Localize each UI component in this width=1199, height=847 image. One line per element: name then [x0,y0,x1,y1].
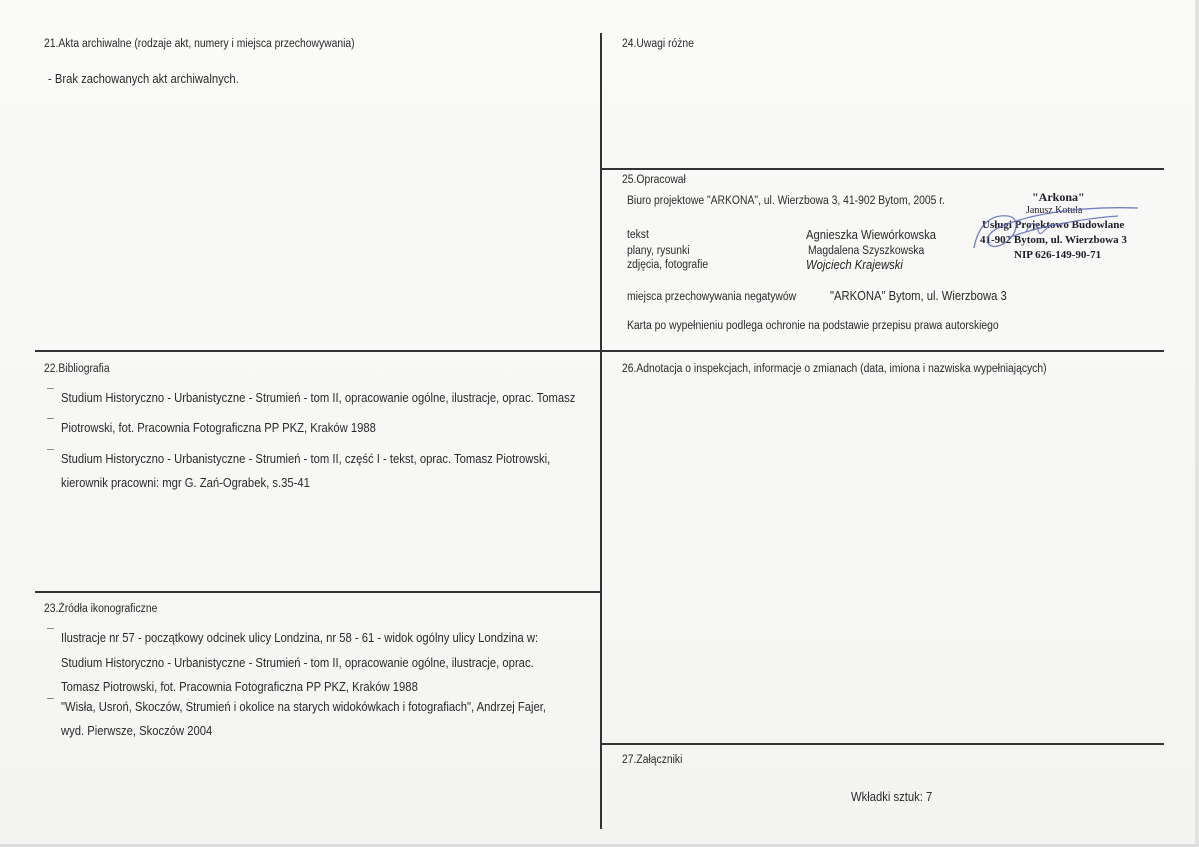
office-address: Biuro projektowe "ARKONA", ul. Wierzbowa 3, 41-902 Bytom, 2005 r. [627,195,945,207]
bullet-dash: ¯ [47,696,54,710]
section-26-header: 26.Adnotacja o inspekcjach, informacje o zmianach (data, imiona i nazwiska wypełniających) [622,363,1047,375]
bullet-dash: ¯ [47,386,54,400]
center-divider [600,33,602,829]
negatives-label: miejsca przechowywania negatywów [627,291,797,303]
section-24-header: 24.Uwagi różne [622,38,694,50]
bullet-dash: ¯ [47,447,54,461]
iconography-line: Tomasz Piotrowski, fot. Pracownia Fotograficzna PP PKZ, Kraków 1988 [61,680,418,694]
negatives-location: "ARKONA" Bytom, ul. Wierzbowa 3 [830,289,1007,303]
divider-23 [35,591,600,593]
stamp-line: 41-902 Bytom, ul. Wierzbowa 3 [980,234,1127,246]
section-22-header: 22.Bibliografia [44,363,110,375]
iconography-line: "Wisła, Usroń, Skoczów, Strumień i okolice na starych widokówkach i fotografiach", Andrzej Fajer, [61,700,547,714]
bullet-dash: ¯ [47,416,54,430]
stamp-line: NIP 626-149-90-71 [1014,249,1102,261]
stamp-line: Janusz Kotula [1026,205,1083,216]
bibliography-line: Studium Historyczno - Urbanistyczne - Strumień - tom II, opracowanie ogólne, ilustracje, oprac. Tomasz [61,391,576,405]
role-text: tekst [627,229,649,241]
iconography-line: Studium Historyczno - Urbanistyczne - Strumień - tom II, opracowanie ogólne, ilustracje, oprac. [61,656,534,670]
author-text: Agnieszka Wiewórkowska [806,228,937,242]
divider-26 [602,350,1164,352]
bibliography-line: Piotrowski, fot. Pracownia Fotograficzna PP PKZ, Kraków 1988 [61,421,376,435]
card-edge-right [1195,0,1199,847]
section-23-header: 23.Źródła ikonograficzne [44,603,158,615]
bullet-dash: ¯ [47,626,54,640]
bibliography-line: kierownik pracowni: mgr G. Zań-Ograbek, s.35-41 [61,476,310,490]
divider-27 [602,743,1164,745]
copyright-note: Karta po wypełnieniu podlega ochronie na podstawie przepisu prawa autorskiego [627,320,999,332]
author-plans: Magdalena Szyszkowska [808,245,925,257]
section-21-text: - Brak zachowanych akt archiwalnych. [48,72,239,86]
iconography-line: Ilustracje nr 57 - początkowy odcinek ulicy Londzina, nr 58 - 61 - widok ogólny ulicy Londzina w: [61,631,539,645]
inserts-count: Wkładki sztuk: 7 [851,790,933,804]
section-25-header: 25.Opracował [622,174,686,186]
iconography-line: wyd. Pierwsze, Skoczów 2004 [61,724,213,738]
company-stamp [968,186,1164,276]
author-photos: Wojciech Krajewski [806,258,903,272]
section-21-header: 21.Akta archiwalne (rodzaje akt, numery i miejsca przechowywania) [44,38,355,50]
role-photos: zdjęcia, fotografie [627,259,709,271]
role-plans: plany, rysunki [627,245,690,257]
divider-25 [602,168,1164,170]
stamp-line: Usługi Projektowo Budowlane [982,219,1125,231]
stamp-line: "Arkona" [1032,190,1085,204]
bibliography-line: Studium Historyczno - Urbanistyczne - Strumień - tom II, część I - tekst, oprac. Tomasz Piotrowski, [61,452,551,466]
signature-icon [968,186,1164,276]
section-27-header: 27.Załączniki [622,754,683,766]
divider-22 [35,350,600,352]
